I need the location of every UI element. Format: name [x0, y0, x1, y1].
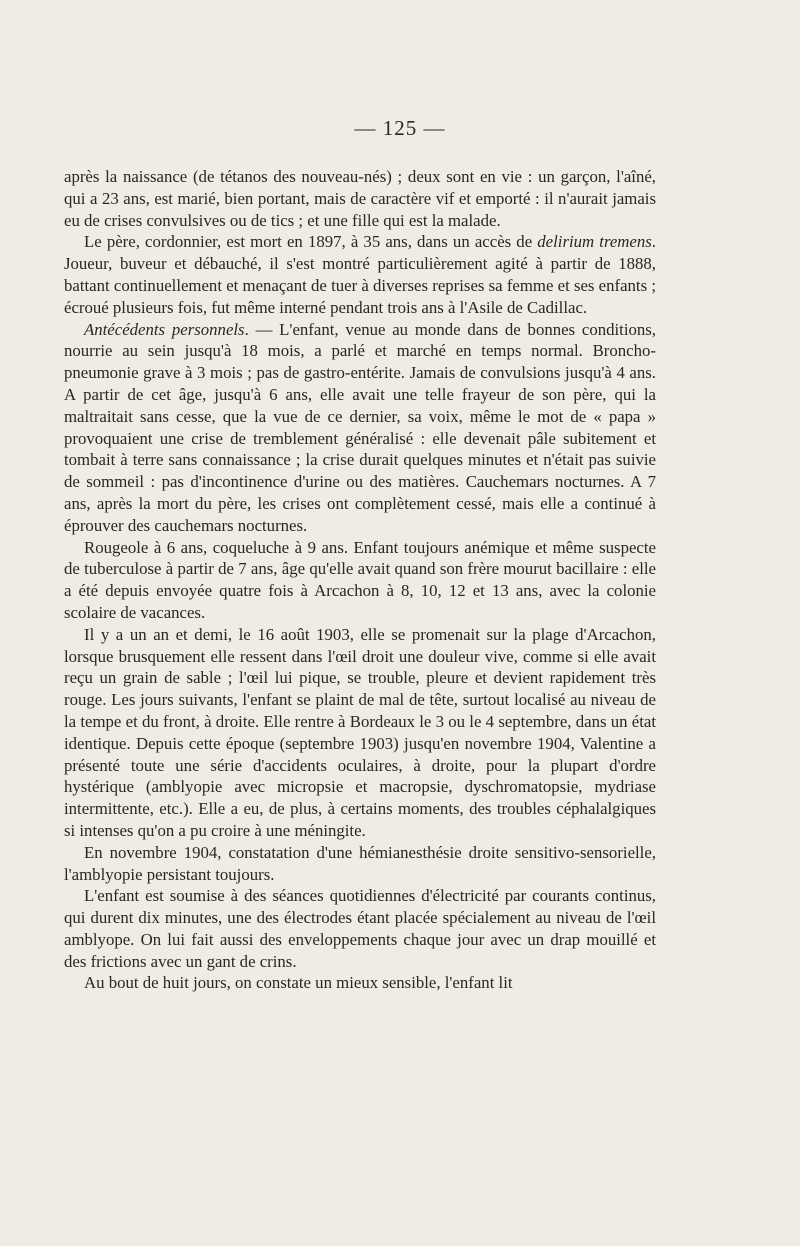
paragraph-hemianesthesia: En novembre 1904, constatation d'une hémianesthésie droite sensitivo-sensorielle, l'amblyopie persistant toujours. [64, 842, 656, 884]
paragraph-treatment: L'enfant est soumise à des séances quotidiennes d'électricité par courants continus, qui durent dix minutes, une des électrodes étant placée spécialement au niveau de l'œil amblyope. On lui fait aussi des enveloppements chaque jour avec un drap mouillé et des frictions avec un gant de crins. [64, 886, 656, 971]
paragraph-father [64, 231, 656, 318]
paragraph-family-history: après la naissance (de tétanos des nouveau-nés) ; deux sont en vie : un garçon, l'aîné, qui a 23 ans, est marié, bien portant, mais de caractère vif et emporté : il n'aurait jamais eu de crises convulsives ou de tics ; et une fille qui est la malade. [64, 167, 656, 230]
text-run: . Joueur, buveur et débauché, il s'est montré particulièrement agité à partir de 1888, battant continuellement et menaçant de tuer à diverses reprises sa femme et ses enfants ; écroué plusieurs fois, fut même interné pendant trois ans à l'Asile de Cadillac. [64, 232, 656, 317]
paragraph-onset: Il y a un an et demi, le 16 août 1903, elle se promenait sur la plage d'Arcachon, lorsque brusquement elle ressent dans l'œil droit une douleur vive, comme si elle avait reçu un grain de sable ; l'œil lui pique, se trouble, pleure et devient rapidement très rouge. Les jours suivants, l'enfant se plaint de mal de tête, surtout localisé au niveau de la tempe et du front, à droite. Elle rentre à Bordeaux le 3 ou le 4 septembre, dans un état identique. Depuis cette époque (septembre 1903) jusqu'en novembre 1904, Valentine a présenté toute une série d'accidents oculaires, à droite, pour la plupart d'ordre hystérique (amblyopie avec micropsie et macropsie, dyschromatopsie, mydriase intermittente, etc.). Elle a eu, de plus, à certains moments, des troubles céphalalgiques si intenses qu'on a pu croire à une méningite. [64, 624, 656, 840]
text-run: . — L'enfant, venue au monde dans de bonnes conditions, nourrie au sein jusqu'à 18 mois, a parlé et marché en temps normal. Broncho-pneumonie grave à 3 mois ; pas de gastro-entérite. Jamais de convulsions jusqu'à 4 ans. A partir de cet âge, jusqu'à 6 ans, elle avait une telle frayeur de son père, qui la maltraitait sans cesse, que la vue de ce dernier, sa voix, même le mot de « papa » provoquaient une crise de tremblement généralisé : elle devenait pâle subitement et tombait à terre sans connaissance ; la crise durait quelques minutes et n'était pas suivie de sommeil : pas d'incontinence d'urine ou des matières. Cauchemars nocturnes. A 7 ans, après la mort du père, les crises ont complètement cessé, mais elle a continué à éprouver des cauchemars nocturnes. [64, 319, 657, 535]
paragraph-outcome: Au bout de huit jours, on constate un mieux sensible, l'enfant lit [84, 973, 513, 993]
paragraph-personal-history [64, 319, 656, 537]
body-text [64, 166, 656, 994]
text-run: Le père, cordonnier, est mort en 1897, à 35 ans, dans un accès de [84, 232, 538, 252]
page-number: — 125 — [354, 116, 446, 140]
paragraph-illnesses: Rougeole à 6 ans, coqueluche à 9 ans. Enfant toujours anémique et même suspecte de tuberculose à partir de 7 ans, âge qu'elle avait quand son frère mourut bacillaire : elle a été depuis envoyée quatre fois à Arcachon à 8, 10, 12 et 13 ans, avec la colonie scolaire de vacances. [64, 537, 656, 622]
italic-term: delirium tremens [537, 232, 652, 252]
section-heading-italic: Antécédents personnels [84, 319, 245, 339]
